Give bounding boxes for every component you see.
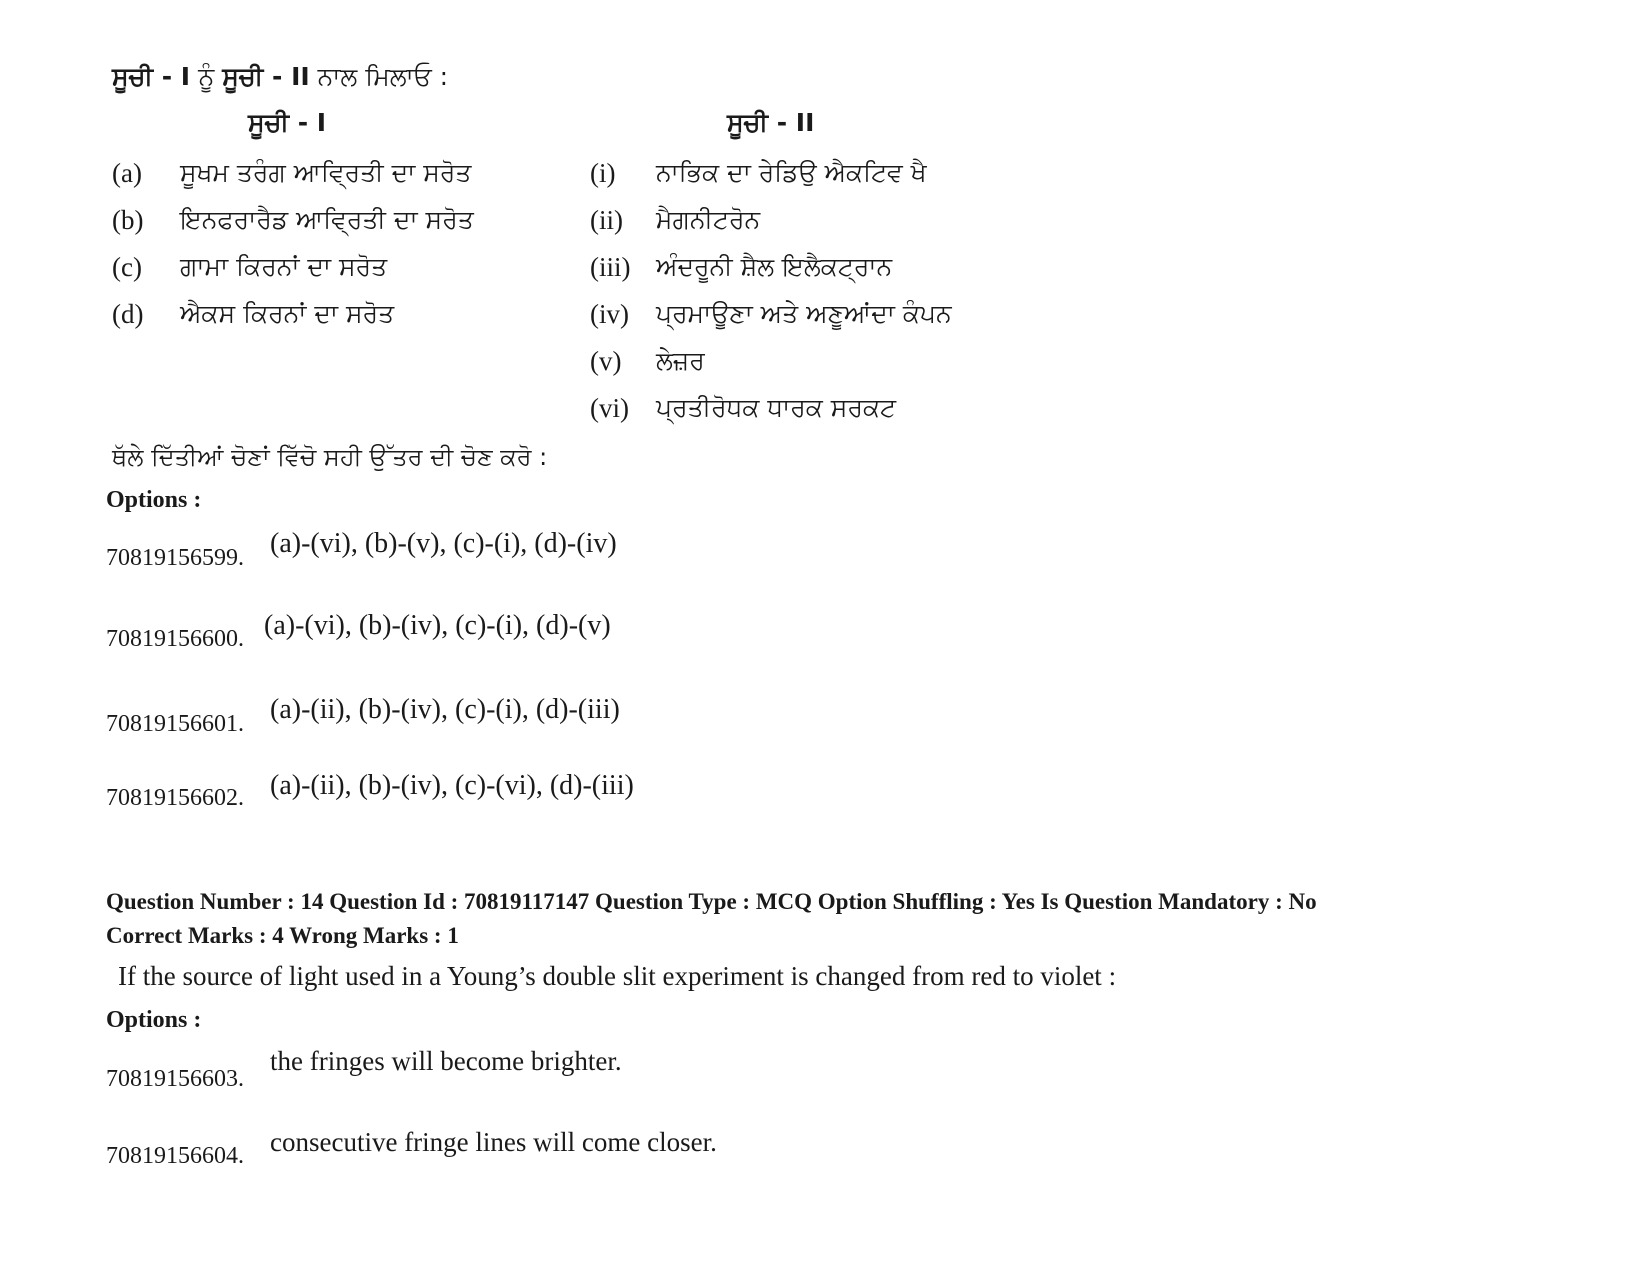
list2-item-text: ਲੇਜ਼ਰ xyxy=(656,346,705,375)
option-id: 70819156601. xyxy=(106,711,244,737)
list1-item-text: ਇਨਫਰਾਰੈਡ ਆਵ੍ਰਿਤੀ ਦਾ ਸਰੋਤ xyxy=(180,205,474,234)
list2-item-text: ਅੰਦਰੂਨੀ ਸ਼ੈਲ ਇਲੈਕਟ੍ਰਾਨ xyxy=(656,252,893,281)
list1-item xyxy=(112,252,388,283)
list2-title: ਸੂਚੀ - II xyxy=(727,108,815,137)
option-id: 70819156599. xyxy=(106,545,244,571)
list2-item-text: ਨਾਭਿਕ ਦਾ ਰੇਡਿਉ ਐਕਟਿਵ ਖੈ xyxy=(656,158,927,187)
options-label: Options : xyxy=(106,487,202,513)
list2-item xyxy=(590,346,705,377)
list2-item xyxy=(590,158,927,189)
heading-list2: ਸੂਚੀ - II xyxy=(222,62,310,91)
list1-item xyxy=(112,205,474,236)
list1-item-label: (d) xyxy=(112,299,144,329)
option-text[interactable]: (a)-(ii), (b)-(iv), (c)-(vi), (d)-(iii) xyxy=(270,770,634,801)
list1-item-text: ਸੂਖਮ ਤਰੰਗ ਆਵ੍ਰਿਤੀ ਦਾ ਸਰੋਤ xyxy=(180,158,472,187)
list1-item xyxy=(112,158,472,189)
option-text[interactable]: (a)-(vi), (b)-(v), (c)-(i), (d)-(iv) xyxy=(270,528,617,559)
option-id: 70819156600. xyxy=(106,626,244,652)
list1-item-label: (b) xyxy=(112,205,144,235)
list2-item-text: ਪ੍ਰਤੀਰੋਧਕ ਧਾਰਕ ਸਰਕਟ xyxy=(656,393,897,422)
list2-item-text: ਮੈਗਨੀਟਰੋਨ xyxy=(656,205,761,234)
list2-item-label: (i) xyxy=(590,158,616,188)
list2-item-label: (iii) xyxy=(590,252,631,282)
list2-item xyxy=(590,299,952,330)
list1-item-label: (a) xyxy=(112,158,142,188)
options-label: Options : xyxy=(106,1007,202,1033)
choose-instruction: ਥੱਲੇ ਦਿੱਤੀਆਂ ਚੋਣਾਂ ਵਿੱਚੋ ਸਹੀ ਉੱਤਰ ਦੀ ਚੋਣ ਕਰੋ : xyxy=(112,443,548,471)
list1-title: ਸੂਚੀ - I xyxy=(248,108,327,137)
question-text: If the source of light used in a Young’s double slit experiment is changed from red to violet : xyxy=(118,961,1117,991)
list2-item-text: ਪ੍ਰਮਾਊਣਾ ਅਤੇ ਅਣੂਆਂਦਾ ਕੰਪਨ xyxy=(656,299,952,328)
list2-item-label: (ii) xyxy=(590,205,623,235)
list2-item-label: (v) xyxy=(590,346,622,376)
heading-list1: ਸੂਚੀ - I xyxy=(112,62,191,91)
option-text[interactable]: consecutive fringe lines will come closer. xyxy=(270,1127,717,1157)
list2-item xyxy=(590,252,893,283)
list1-item-label: (c) xyxy=(112,252,142,282)
option-text[interactable]: the fringes will become brighter. xyxy=(270,1046,622,1076)
list1-item-text: ਐਕਸ ਕਿਰਨਾਂ ਦਾ ਸਰੋਤ xyxy=(180,299,395,328)
list2-item-label: (vi) xyxy=(590,393,629,423)
option-text[interactable]: (a)-(ii), (b)-(iv), (c)-(i), (d)-(iii) xyxy=(270,694,620,725)
list1-item-text: ਗਾਮਾ ਕਿਰਨਾਂ ਦਾ ਸਰੋਤ xyxy=(180,252,388,281)
option-id: 70819156602. xyxy=(106,785,244,811)
list1-item xyxy=(112,299,395,330)
heading-connector: ਨੂੰ xyxy=(190,62,223,91)
list2-item xyxy=(590,393,897,424)
option-id: 70819156604. xyxy=(106,1143,244,1169)
option-id: 70819156603. xyxy=(106,1066,244,1092)
heading-instruction: ਨਾਲ ਮਿਲਾਓ : xyxy=(309,62,449,91)
option-text[interactable]: (a)-(vi), (b)-(iv), (c)-(i), (d)-(v) xyxy=(264,610,611,641)
match-heading xyxy=(112,62,448,92)
list2-item-label: (iv) xyxy=(590,299,629,329)
question-meta: Question Number : 14 Question Id : 70819117147 Question Type : MCQ Option Shuffling : Yes Is Question Mandatory : No xyxy=(106,889,1317,914)
question-marks: Correct Marks : 4 Wrong Marks : 1 xyxy=(106,923,459,948)
list2-item xyxy=(590,205,761,236)
